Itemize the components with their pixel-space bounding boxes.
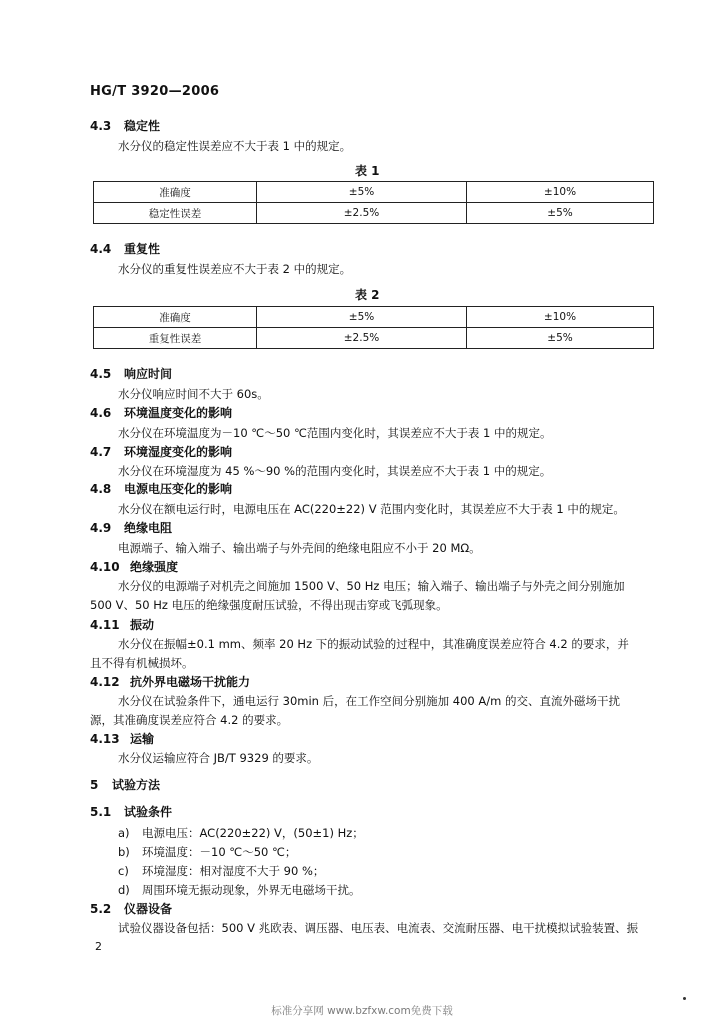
section-title: 试验方法 bbox=[112, 778, 161, 792]
scan-speck bbox=[683, 997, 686, 1000]
table-cell: 稳定性误差 bbox=[94, 203, 257, 224]
section-4-4-body: 水分仪的重复性误差应不大于表 2 中的规定。 bbox=[118, 262, 352, 276]
table-cell: ±10% bbox=[467, 182, 654, 203]
section-4-12-heading bbox=[90, 673, 250, 690]
section-4-6-heading bbox=[90, 404, 232, 421]
section-title: 电源电压变化的影响 bbox=[124, 482, 233, 496]
page-number: 2 bbox=[95, 940, 102, 953]
table-2-caption: 表 2 bbox=[355, 288, 380, 302]
list-item-label: b) bbox=[118, 845, 130, 859]
section-4-12-body-line2: 源，其准确度误差应符合 4.2 的要求。 bbox=[90, 713, 289, 727]
list-item bbox=[118, 882, 361, 898]
section-4-5-heading bbox=[90, 365, 172, 382]
list-item bbox=[118, 844, 296, 860]
section-title: 稳定性 bbox=[124, 119, 161, 133]
list-item-label: a) bbox=[118, 826, 130, 840]
list-item-text: 周围环境无振动现象，外界无电磁场干扰。 bbox=[142, 883, 361, 897]
table-row bbox=[94, 203, 654, 224]
table-cell: 重复性误差 bbox=[94, 328, 257, 349]
section-5-2-body: 试验仪器设备包括：500 V 兆欧表、调压器、电压表、电流表、交流耐压器、电干扰模拟试验装置、振 bbox=[118, 921, 639, 935]
table-cell: ±5% bbox=[257, 307, 467, 328]
section-number: 4.3 bbox=[90, 119, 112, 133]
table-cell: ±10% bbox=[467, 307, 654, 328]
section-title: 仪器设备 bbox=[124, 902, 173, 916]
section-number: 4.7 bbox=[90, 445, 112, 459]
section-number: 4.4 bbox=[90, 242, 112, 256]
section-5-2-heading bbox=[90, 900, 172, 917]
list-item-label: d) bbox=[118, 883, 130, 897]
table-row bbox=[94, 328, 654, 349]
section-4-7-body: 水分仪在环境湿度为 45 %～90 %的范围内变化时，其误差应不大于表 1 中的规定。 bbox=[118, 464, 552, 478]
table-cell: ±5% bbox=[467, 203, 654, 224]
table-cell: ±5% bbox=[257, 182, 467, 203]
section-4-13-body: 水分仪运输应符合 JB/T 9329 的要求。 bbox=[118, 751, 319, 765]
section-5-heading bbox=[90, 776, 160, 793]
section-4-10-body-line1: 水分仪的电源端子对机壳之间施加 1500 V、50 Hz 电压；输入端子、输出端子与外壳之间分别施加 bbox=[118, 579, 625, 593]
section-title: 绝缘电阻 bbox=[124, 521, 173, 535]
table-cell: ±5% bbox=[467, 328, 654, 349]
section-4-6-body: 水分仪在环境温度为－10 ℃～50 ℃范围内变化时，其误差应不大于表 1 中的规定。 bbox=[118, 426, 552, 440]
section-number: 4.5 bbox=[90, 367, 112, 381]
section-4-5-body: 水分仪响应时间不大于 60s。 bbox=[118, 387, 269, 401]
section-number: 4.12 bbox=[90, 675, 120, 689]
section-number: 4.8 bbox=[90, 482, 112, 496]
section-title: 响应时间 bbox=[124, 367, 173, 381]
section-title: 重复性 bbox=[124, 242, 161, 256]
section-title: 环境湿度变化的影响 bbox=[124, 445, 233, 459]
table-row bbox=[94, 307, 654, 328]
section-number: 4.11 bbox=[90, 618, 120, 632]
section-4-9-body: 电源端子、输入端子、输出端子与外壳间的绝缘电阻应不小于 20 MΩ。 bbox=[118, 541, 481, 555]
section-title: 绝缘强度 bbox=[130, 560, 179, 574]
table-cell: 准确度 bbox=[94, 307, 257, 328]
section-4-9-heading bbox=[90, 519, 172, 536]
section-number: 5.1 bbox=[90, 805, 112, 819]
table-1 bbox=[93, 181, 654, 224]
section-4-3-body: 水分仪的稳定性误差应不大于表 1 中的规定。 bbox=[118, 139, 352, 153]
section-4-4-heading bbox=[90, 240, 160, 257]
list-item-label: c) bbox=[118, 864, 129, 878]
section-title: 环境温度变化的影响 bbox=[124, 406, 233, 420]
section-4-8-heading bbox=[90, 480, 232, 497]
section-4-11-body-line1: 水分仪在振幅±0.1 mm、频率 20 Hz 下的振动试验的过程中，其准确度误差应符合 4.2 的要求，并 bbox=[118, 637, 629, 651]
table-cell: ±2.5% bbox=[257, 328, 467, 349]
list-item bbox=[118, 825, 364, 841]
table-1-caption: 表 1 bbox=[355, 164, 380, 178]
table-row bbox=[94, 182, 654, 203]
section-4-11-heading bbox=[90, 616, 154, 633]
section-number: 5.2 bbox=[90, 902, 112, 916]
section-title: 振动 bbox=[130, 618, 155, 632]
section-4-12-body-line1: 水分仪在试验条件下，通电运行 30min 后，在工作空间分别施加 400 A/m 的交、直流外磁场干扰 bbox=[118, 694, 620, 708]
section-5-1-heading bbox=[90, 803, 172, 820]
list-item bbox=[118, 863, 324, 879]
section-number: 4.13 bbox=[90, 732, 120, 746]
section-number: 5 bbox=[90, 778, 99, 792]
section-title: 试验条件 bbox=[124, 805, 173, 819]
table-2 bbox=[93, 306, 654, 349]
section-number: 4.9 bbox=[90, 521, 112, 535]
list-item-text: 环境湿度：相对湿度不大于 90 %； bbox=[142, 864, 325, 878]
list-item-text: 电源电压：AC(220±22) V，(50±1) Hz； bbox=[142, 826, 364, 840]
section-4-10-heading bbox=[90, 558, 178, 575]
table-cell: ±2.5% bbox=[257, 203, 467, 224]
document-header: HG/T 3920—2006 bbox=[90, 84, 220, 99]
section-4-11-body-line2: 且不得有机械损坏。 bbox=[90, 656, 194, 670]
section-4-13-heading bbox=[90, 730, 154, 747]
section-title: 运输 bbox=[130, 732, 155, 746]
list-item-text: 环境温度：－10 ℃～50 ℃； bbox=[142, 845, 297, 859]
section-4-10-body-line2: 500 V、50 Hz 电压的绝缘强度耐压试验，不得出现击穿或飞弧现象。 bbox=[90, 598, 448, 612]
table-cell: 准确度 bbox=[94, 182, 257, 203]
section-number: 4.10 bbox=[90, 560, 120, 574]
section-title: 抗外界电磁场干扰能力 bbox=[130, 675, 251, 689]
section-4-7-heading bbox=[90, 443, 232, 460]
section-4-3-heading bbox=[90, 117, 160, 134]
footer-watermark: 标准分享网 www.bzfxw.com免费下载 bbox=[271, 1005, 453, 1017]
section-number: 4.6 bbox=[90, 406, 112, 420]
section-4-8-body: 水分仪在额电运行时，电源电压在 AC(220±22) V 范围内变化时，其误差应不大于表 1 中的规定。 bbox=[118, 502, 625, 516]
